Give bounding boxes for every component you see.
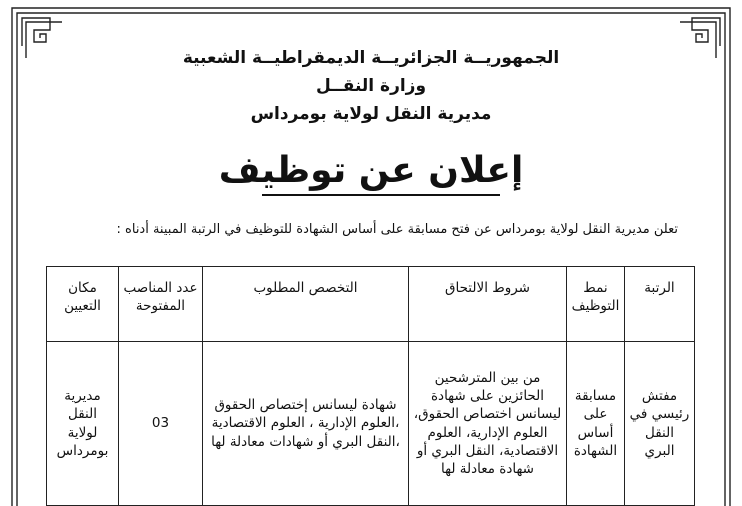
cell-count: 03 (119, 342, 203, 506)
cell-conditions: من بين المترشحين الحائزين على شهادة ليسانس اختصاص الحقوق، العلوم الإدارية، العلوم الاقتصادية، النقل البري أو شهادة معادلة لها (409, 342, 567, 506)
ministry-heading: وزارة النقــل (315, 76, 427, 96)
cell-specialty: شهادة ليسانس إختصاص الحقوق ،العلوم الإدارية ، العلوم الاقتصادية ،النقل البري أو شهادات معادلة لها (203, 342, 409, 506)
header-place: مكان التعيين (47, 267, 119, 342)
header-specialty: التخصص المطلوب (203, 267, 409, 342)
cell-mode: مسابقة على أساس الشهادة (567, 342, 625, 506)
header-rank: الرتبة (625, 267, 695, 342)
table-row (47, 342, 695, 506)
header-conditions: شروط الالتحاق (409, 267, 567, 342)
republic-heading: الجمهوريــة الجزائريــة الديمقراطيــة الشعبية (182, 48, 560, 68)
table-header-row (47, 267, 695, 342)
directorate-heading: مديرية النقل لولاية بومرداس (250, 104, 492, 124)
intro-paragraph: تعلن مديرية النقل لولاية بومرداس عن فتح مسابقة على أساس الشهادة للتوظيف في الرتبة المبينة أدناه : (116, 222, 678, 237)
cell-rank: مفتش رئيسي في النقل البري (625, 342, 695, 506)
title-underline (262, 194, 500, 196)
cell-place: مديرية النقل لولاية بومرداس (47, 342, 119, 506)
header-mode: نمط التوظيف (567, 267, 625, 342)
header-count: عدد المناصب المفتوحة (119, 267, 203, 342)
recruitment-table (46, 266, 695, 506)
announcement-title: إعلان عن توظيف (218, 150, 524, 191)
